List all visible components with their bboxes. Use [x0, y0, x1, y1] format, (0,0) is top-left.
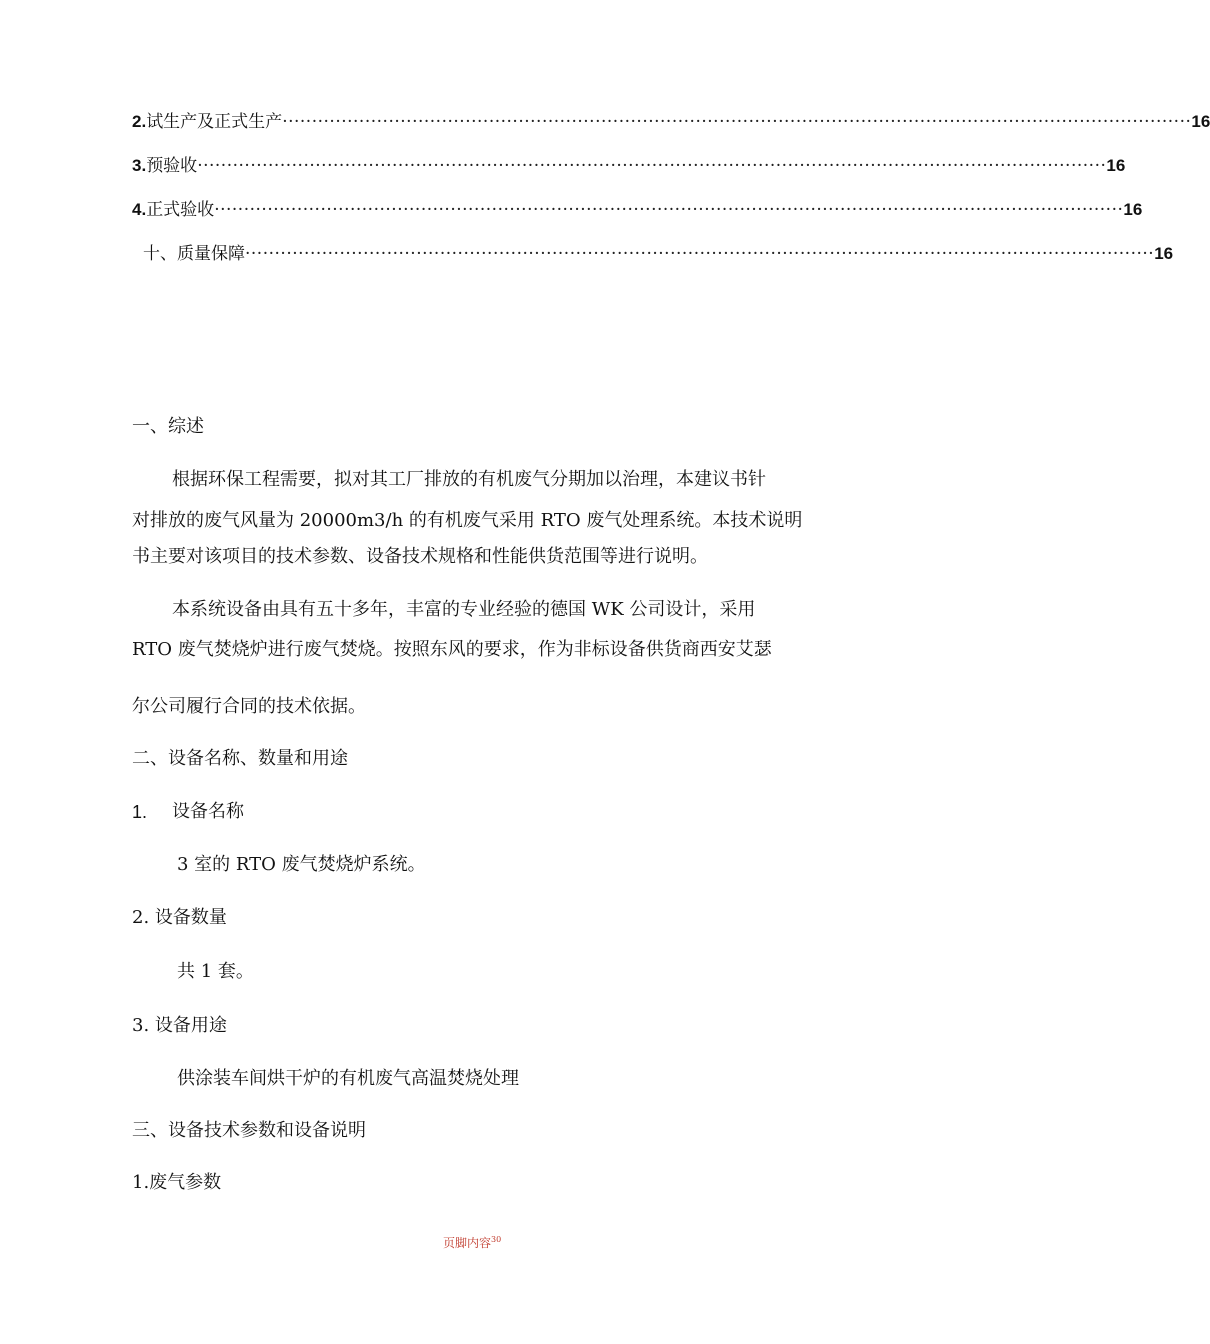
toc-entry-page: 16 [1154, 244, 1174, 263]
section-heading: 三、设备技术参数和设备说明 [132, 1120, 366, 1141]
footer-page-number: 30 [491, 1235, 502, 1244]
toc-entry-page: 16 [1123, 200, 1143, 219]
toc-entry-title: 试生产及正式生产 [146, 112, 283, 132]
toc-entry-number: 2. [132, 112, 147, 131]
list-item-number: 1. [132, 802, 148, 822]
paragraph-line: 书主要对该项目的技术参数、设备技术规格和性能供货范围等进行说明。 [132, 546, 708, 567]
toc-entry-title: 正式验收 [146, 200, 215, 220]
toc-entry-page: 16 [1106, 156, 1126, 175]
footer-text: 页脚内容 [443, 1236, 492, 1250]
paragraph-line: 对排放的废气风量为 20000m3/h 的有机废气采用 RTO 废气处理系统。本技术说明 [132, 510, 803, 531]
toc-entry-title: 十、质量保障 [143, 244, 245, 264]
paragraph-line: 本系统设备由具有五十多年，丰富的专业经验的德国 WK 公司设计，采用 [172, 599, 756, 620]
toc-entry-number: 3. [132, 156, 147, 175]
toc-leader-dots: ·························································································································································· [245, 244, 1155, 264]
page-footer [443, 1234, 501, 1251]
list-item-title: 2. 设备数量 [132, 907, 227, 928]
list-item-text: 3 室的 RTO 废气焚烧炉系统。 [177, 854, 426, 875]
section-heading: 二、设备名称、数量和用途 [132, 748, 348, 769]
toc-leader-dots: ·························································································································································· [282, 112, 1192, 132]
paragraph-line: 根据环保工程需要，拟对其工厂排放的有机废气分期加以治理，本建议书针 [172, 469, 766, 490]
paragraph-line: RTO 废气焚烧炉进行废气焚烧。按照东风的要求，作为非标设备供货商西安艾瑟 [132, 639, 772, 660]
toc-entry [132, 195, 1143, 220]
list-item-text: 供涂装车间烘干炉的有机废气高温焚烧处理 [177, 1068, 519, 1089]
list-item-title: 设备名称 [172, 801, 244, 822]
list-item-title: 3. 设备用途 [132, 1015, 227, 1036]
toc-entry-number: 4. [132, 200, 147, 219]
subsection-heading: 1.废气参数 [132, 1172, 222, 1193]
toc-entry-page: 16 [1191, 112, 1210, 131]
toc-entry [132, 151, 1126, 176]
toc-leader-dots: ·························································································································································· [214, 200, 1124, 220]
toc-entry-title: 预验收 [146, 156, 198, 176]
toc-leader-dots: ·························································································································································· [197, 156, 1107, 176]
list-item-text: 共 1 套。 [177, 961, 254, 982]
toc-entry [132, 107, 1210, 132]
paragraph-line: 尔公司履行合同的技术依据。 [132, 696, 366, 717]
section-heading: 一、综述 [132, 416, 204, 437]
toc-entry [143, 239, 1174, 264]
